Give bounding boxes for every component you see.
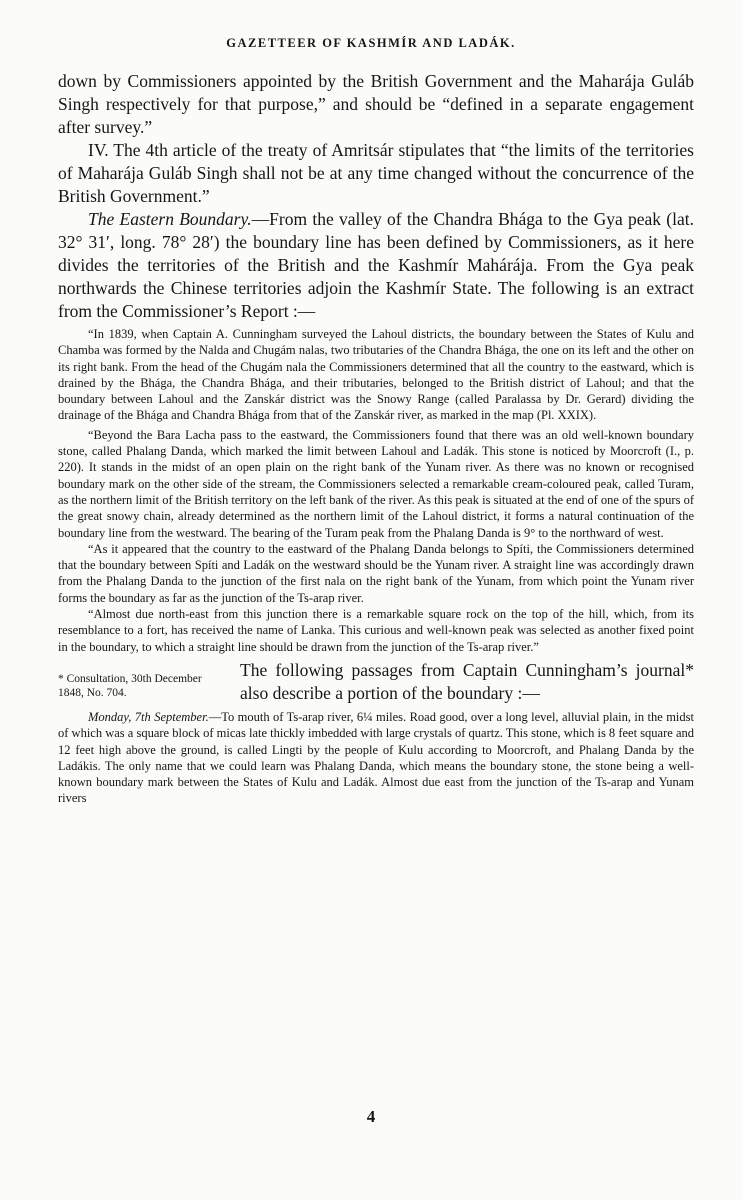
journal-entry-7th-september — [58, 709, 694, 807]
journal-entry-text: —To mouth of Ts-arap river, 6¼ miles. Road good, over a long level, alluvial plain, in the midst of which was a square block of micas late thickly imbedded with large crystals of quartz. This stone, which is 8 feet square and 12 feet high above the ground, is called Lingti by the people of Kulu according to Moorcroft, and Phalang Danda by the Ladákis. The only name that we could learn was Phalang Danda, which means the boundary stone, the stone being a well-known boundary mark between the States of Kulu and Ladák. Almost due east from the junction of the Ts-arap and Yunam rivers — [58, 709, 694, 806]
quote-spiti-boundary: “As it appeared that the country to the eastward of the Phalang Danda belongs to Spíti, the Commissioners determined that the boundary between Spíti and Ladák on the westward should be the Yunam river. A straight line was accordingly drawn from the Phalang Danda to the junction of the first nala on the right bank of the Yunam, from which point the Yunam river forms the boundary as far as the junction of the Ts-arap river. — [58, 541, 694, 605]
section-heading-eastern-boundary: The Eastern Boundary. — [88, 209, 252, 229]
journal-intro-row — [58, 659, 694, 705]
paragraph-eastern-boundary — [58, 208, 694, 323]
quote-1839-survey: “In 1839, when Captain A. Cunningham surveyed the Lahoul districts, the boundary between the States of Kulu and Chamba was formed by the Nalda and Chugám nalas, two tributaries of the Chandra Bhága, the one on its left and the other on its right bank. From the head of the Chugám nala the Commissioners determined that all the country to the eastward, which is drained by the Bhága, the Chandra Bhága, and their tributaries, belonged to the British district of Lahoul; and that the boundary between Lahoul and the Zanskár district was the Snowy Range (called Paralassa by Dr. Gerard) dividing the drainage of the Bhága and Chandra Bhága from that of the Zanskár river, as marked in the map (Pl. XXIX). — [58, 327, 694, 423]
paragraph-journal-intro: The following passages from Captain Cunningham’s journal* also describe a portion of the boundary :— — [240, 659, 694, 703]
page-body — [58, 70, 694, 807]
quote-lanka-rock: “Almost due north-east from this junction there is a remarkable square rock on the top of the hill, which, from its resemblance to a fort, has received the name of Lanka. This curious and well-known peak was selected as another fixed point in the boundary, to which a straight line should be drawn from the junction of the Ts-arap river.” — [58, 607, 694, 654]
paragraph-article-iv: IV. The 4th article of the treaty of Amritsár stipulates that “the limits of the territories of Maharája Guláb Singh shall not be at any time changed without the concurrence of the British Government.” — [58, 140, 694, 206]
journal-date-heading: Monday, 7th September. — [88, 709, 209, 724]
running-header: GAZETTEER OF KASHMÍR AND LADÁK. — [226, 36, 516, 50]
eastern-boundary-text: —From the valley of the Chandra Bhága to the Gya peak (lat. 32° 31′, long. 78° 28′) the boundary line has been defined by Commissioners, as it here divides the territories of the British and the Kashmír Mahárája. From the Gya peak northwards the Chinese territories adjoin the Kashmír State. The following is an extract from the Commissioner’s Report :— — [58, 209, 694, 321]
margin-footnote: * Consultation, 30th December 1848, No. 704. — [58, 672, 202, 699]
paragraph-continued: down by Commissioners appointed by the British Government and the Maharája Guláb Singh respectively for that purpose,” and should be “defined in a separate engagement after survey.” — [58, 71, 694, 137]
page-number: 4 — [366, 1107, 376, 1126]
quote-bara-lacha: “Beyond the Bara Lacha pass to the eastward, the Commissioners found that there was an old well-known boundary stone, called Phalang Danda, which marked the limit between Lahoul and Ladák. This stone is noticed by Moorcroft (I., p. 220). It stands in the midst of an open plain on the right bank of the Yunam river. As there was no known or recognised boundary mark on the other side of the stream, the Commissioners selected a remarkable cream-coloured peak, called Turam, as the northern limit of the British territory on the left bank of the river. As this peak is situated at the end of one of the spurs of the great snowy chain, already determined as the northern limit of the Lahoul district, it forms a natural continuation of the boundary line from the westward. The bearing of the Turam peak from the Phalang Danda is 9° to the northward of west. — [58, 427, 694, 540]
